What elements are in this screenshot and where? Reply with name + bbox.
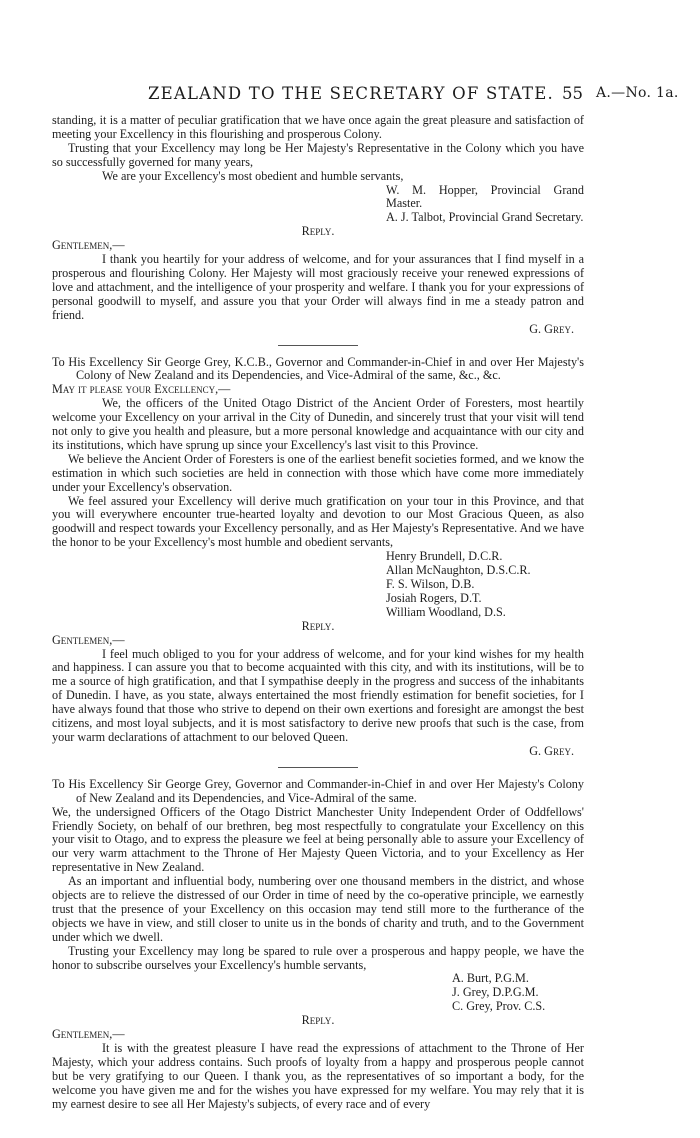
salutation: Gentlemen,—	[52, 632, 125, 647]
paragraph: We, the officers of the United Otago District of the Ancient Order of Foresters, most heartily welcome your Excellency on your arrival in the City of Dunedin, and sincerely trust that your visit will tend not only to give you health and pleasure, but a more personal knowledge and acquaintance with our city and its institutions, which have sprung up since your Excellency's last visit to this Province.	[52, 396, 584, 452]
opening-salutation: May it please your Excellency,—	[52, 382, 231, 397]
signatory: Allan McNaughton, D.S.C.R.	[386, 563, 531, 578]
reply-signoff: G. Grey.	[529, 743, 574, 758]
paragraph: Trusting your Excellency may long be spared to rule over a prosperous and happy people, we have the honor to subscribe ourselves your Excellency's humble servants,	[52, 943, 584, 972]
address-heading: To His Excellency Sir George Grey, K.C.B., Governor and Commander-in-Chief in and over Her Majesty's Colony of New Zealand and its Dependencies, and Vice-Admiral of the same, &c., &c.	[52, 354, 584, 383]
paragraph: Trusting that your Excellency may long be Her Majesty's Representative in the Colony which you have so successfully governed for many years,	[52, 140, 584, 169]
page-header	[0, 84, 700, 106]
signatory: A. Burt, P.G.M.	[452, 971, 529, 986]
paragraph: standing, it is a matter of peculiar gratification that we have once again the great pleasure and satisfaction of meeting your Excellency in this flourishing and prosperous Colony.	[52, 113, 584, 141]
section-divider	[278, 345, 358, 346]
salutation: Gentlemen,—	[52, 238, 125, 253]
reply-heading: Reply.	[301, 224, 335, 239]
running-title: ZEALAND TO THE SECRETARY OF STATE.	[148, 84, 554, 103]
reply-paragraph: I feel much obliged to you for your address of welcome, and for your kind wishes for my health and happiness. I can assure you that to become acquainted with this city, and with its institutions, will be to me a source of high gratification, and that I sympathise deeply in the progress and success of the inhabitants of Dunedin. I have, as you state, always entertained the most friendly estimation for benefit societies, for I have always found that those who strive to depend on their own exertions and foresight are amongst the best citizens, and most loyal subjects, and it is most satisfactory to derive new proofs that such is the case, from your warm declarations of attachment to our beloved Queen.	[52, 646, 584, 744]
page-body	[52, 114, 584, 1112]
reply-signoff: G. Grey.	[529, 321, 574, 336]
signatory: Josiah Rogers, D.T.	[386, 590, 482, 605]
section-divider	[278, 767, 358, 768]
signatory: J. Grey, D.P.G.M.	[452, 985, 539, 1000]
address-heading: To His Excellency Sir George Grey, Governor and Commander-in-Chief in and over Her Majesty's Colony of New Zealand and its Dependencies, and Vice-Admiral of the same.	[52, 776, 584, 805]
signatory: Henry Brundell, D.C.R.	[386, 549, 503, 564]
paragraph: We believe the Ancient Order of Foresters is one of the earliest benefit societies formed, and we know the estimation in which such societies are held in connection with those which have come more immediately under your Excellency's observation.	[52, 451, 584, 494]
signatory: F. S. Wilson, D.B.	[386, 577, 475, 591]
salutation: Gentlemen,—	[52, 1027, 125, 1042]
signatory: W. M. Hopper, Provincial Grand Master.	[386, 182, 584, 211]
paragraph: We, the undersigned Officers of the Otago District Manchester Unity Independent Order of Oddfellows' Friendly Society, on behalf of our brethren, beg most respectfully to congratulate your Excellency on this your visit to Otago, and to express the pleasure we feel at being personally able to assure your Excellency of our very warm attachment to the Throne of Her Majesty Queen Victoria, and to your Excellency as Her representative in New Zealand.	[52, 804, 584, 875]
paragraph: We feel assured your Excellency will derive much gratification on your tour in this Province, and that you will everywhere encounter true-hearted loyalty and devotion to our Most Gracious Queen, as also goodwill and respect towards your Excellency personally, and as Her Majesty's Representative. And we have the honor to be your Excellency's most humble and obedient servants,	[52, 493, 584, 550]
reply-paragraph: I thank you heartily for your address of welcome, and for your assurances that I find myself in a prosperous and flourishing Colony. Her Majesty will most graciously receive your renewed expressions of love and attachment, and the intelligence of your prosperity and welfare. I thank you for your expressions of personal goodwill to myself, and assure you that your Order will always find in me a steady patron and friend.	[52, 252, 584, 322]
closing-line: We are your Excellency's most obedient and humble servants,	[102, 168, 404, 183]
reply-heading: Reply.	[301, 618, 335, 633]
paragraph: As an important and influential body, numbering over one thousand members in the district, and whose objects are to relieve the distressed of our Order in time of need by the co-operative principle, we earnestly trust that the presence of your Excellency on this occasion may tend still more to the furtherance of the objects we have in view, and still closer to unite us in the bonds of charity and truth, and to the Government under which we dwell.	[52, 874, 584, 944]
page-number: 55	[562, 84, 583, 103]
reply-paragraph: It is with the greatest pleasure I have read the expressions of attachment to the Throne of Her Majesty, which your address contains. Such proofs of loyalty from a happy and prosperous people cannot but be very gratifying to our Queen. I thank you, as the representatives of so important a body, for the welcome you have given me and for the wishes you have expressed for my welfare. You may rely that it is my earnest desire to see all Her Majesty's subjects, of every race and of every	[52, 1041, 584, 1111]
signatory: C. Grey, Prov. C.S.	[452, 999, 546, 1014]
signatory: William Woodland, D.S.	[386, 604, 506, 619]
signatory: A. J. Talbot, Provincial Grand Secretary.	[386, 210, 584, 225]
reply-heading: Reply.	[301, 1013, 335, 1028]
document-reference: A.—No. 1a.	[596, 85, 679, 101]
